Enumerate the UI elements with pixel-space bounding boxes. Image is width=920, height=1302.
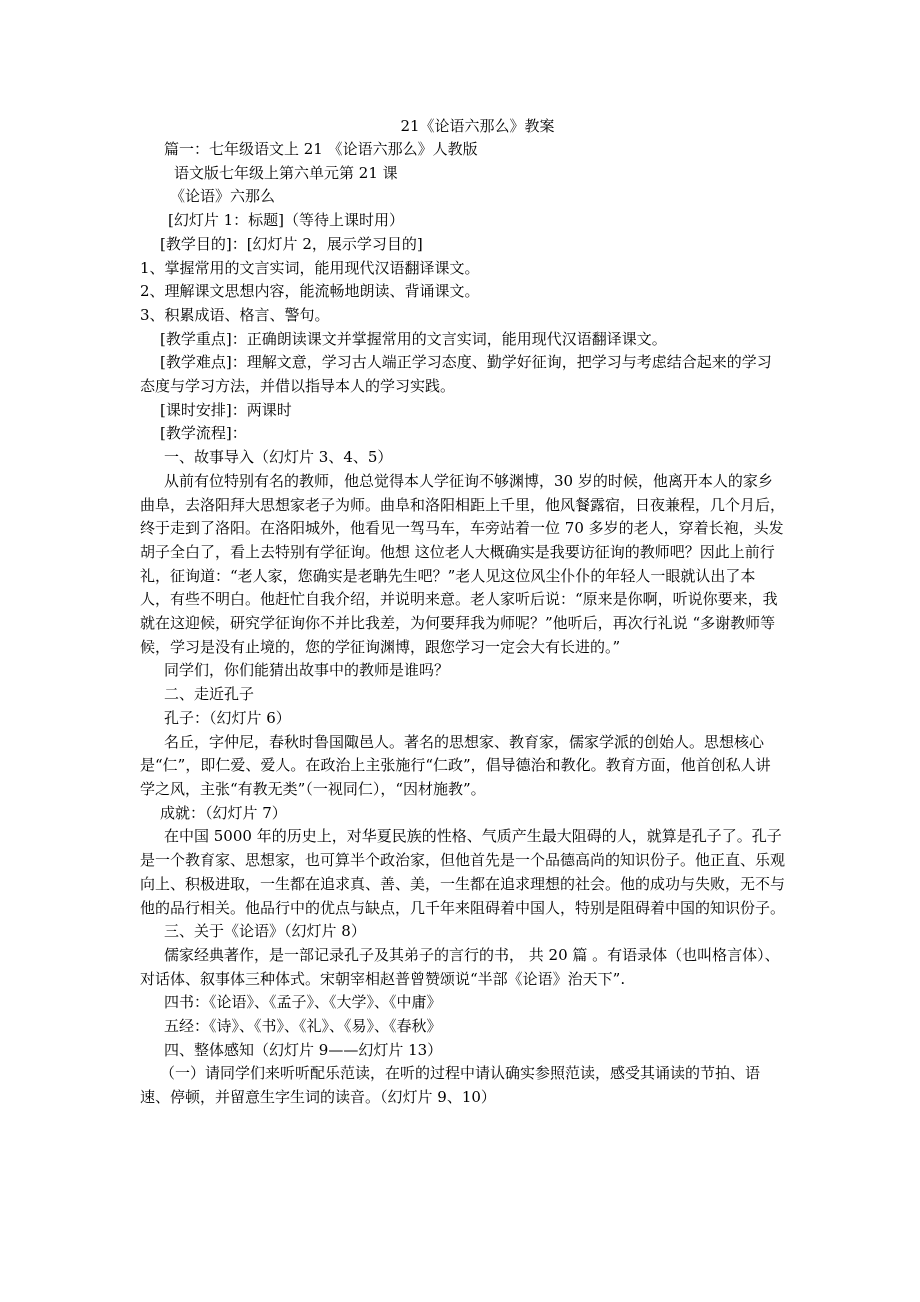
paragraph: [幻灯片 1：标题]（等待上课时用） xyxy=(168,211,405,230)
document-title: 21《论语六那么》教案 xyxy=(400,117,555,135)
paragraph: 3、积累成语、格言、警句。 xyxy=(140,305,330,324)
paragraph: 四、整体感知（幻灯片 9——幻灯片 13） xyxy=(164,1040,443,1059)
paragraph: 1、掌握常用的文言实词，能用现代汉语翻译课文。 xyxy=(140,258,480,277)
paragraph: [教学目的]：[幻灯片 2，展示学习目的] xyxy=(160,234,423,253)
paragraph: 名丘，字仲尼，春秋时鲁国陬邑人。著名的思想家、教育家，儒家学派的创始人。思想核心是“仁”，即仁爱、爱人。在政治上主张施行“仁政”，倡导德治和教化。教育方面，他首创私人讲学之风，主张“有教无类”（一视同仁），“因材施教”。 xyxy=(140,732,771,798)
paragraph: 三、关于《论语》（幻灯片 8） xyxy=(164,922,366,941)
paragraph: 语文版七年级上第六单元第 21 课 xyxy=(174,163,398,182)
paragraph: 一、故事导入（幻灯片 3、4、5） xyxy=(164,448,393,467)
document-body xyxy=(140,114,785,1110)
paragraph: 四书：《论语》、《孟子》、《大学》、《中庸》 xyxy=(164,993,442,1012)
paragraph: 二、走近孔子 xyxy=(164,685,255,704)
paragraph: [课时安排]：两课时 xyxy=(160,400,292,419)
paragraph: 孔子：（幻灯片 6） xyxy=(164,708,291,727)
paragraph: 从前有位特别有名的教师，他总觉得本人学征询不够渊博，30 岁的时候，他离开本人的家乡曲阜，去洛阳拜大思想家老子为师。曲阜和洛阳相距上千里，他风餐露宿，日夜兼程，几个月后，终于走到了洛阳。在洛阳城外，他看见一驾马车，车旁站着一位 70 多岁的老人，穿着长袍，头发胡子全白了，看上去特别有学征询。他想 这位老人大概确实是我要访征询的教师吧？因此上前行礼，征询道：“老人家，您确实是老聃先生吧？”老人见这位风尘仆仆的年轻人一眼就认出了本人，有些不明白。他赶忙自我介绍，并说明来意。老人家听后说：“原来是你啊，听说你要来，我就在这迎候，研究学征询你不并比我差，为何要拜我为师呢？”他听后，再次行礼说 “多谢教师等候，学习是没有止境的，您的学征询渊博，跟您学习一定会大有长进的。” xyxy=(140,471,786,656)
paragraph: 儒家经典著作，是一部记录孔子及其弟子的言行的书， 共 20 篇 。有语录体（也叫格言体）、对话体、叙事体三种体式。宋朝宰相赵普曾赞颂说“半部《论语》治天下”. xyxy=(140,945,780,988)
paragraph-list xyxy=(140,138,785,1110)
paragraph: [教学流程]： xyxy=(160,424,247,443)
paragraph: 五经：《诗》、《书》、《礼》、《易》、《春秋》 xyxy=(164,1017,442,1036)
paragraph: （一）请同学们来听听配乐范读，在听的过程中请认确实参照范读，感受其诵读的节拍、语速、停顿，并留意生字生词的读音。（幻灯片 9、10） xyxy=(140,1064,761,1107)
paragraph: 《论语》六那么 xyxy=(170,187,276,206)
paragraph: 在中国 5000 年的历史上，对华夏民族的性格、气质产生最大阻碍的人，就算是孔子了。孔子是一个教育家、思想家，也可算半个政治家，但他首先是一个品德高尚的知识份子。他正直、乐观向上、积极进取，一生都在追求真、善、美，一生都在追求理想的社会。他的成功与失败，无不与他的品行相关。他品行中的优点与缺点，几千年来阻碍着中国人，特别是阻碍着中国的知识份子。 xyxy=(140,827,786,917)
paragraph: [教学难点]：理解文意，学习古人端正学习态度、勤学好征询，把学习与考虑结合起来的学习态度与学习方法，并借以指导本人的学习实践。 xyxy=(140,353,772,396)
paragraph: [教学重点]：正确朗读课文并掌握常用的文言实词，能用现代汉语翻译课文。 xyxy=(160,329,667,348)
paragraph: 2、理解课文思想内容，能流畅地朗读、背诵课文。 xyxy=(140,282,480,301)
paragraph: 同学们，你们能猜出故事中的教师是谁吗？ xyxy=(164,661,450,680)
paragraph: 篇一：七年级语文上 21 《论语六那么》人教版 xyxy=(164,140,478,158)
paragraph: 成就：（幻灯片 7） xyxy=(160,803,287,822)
